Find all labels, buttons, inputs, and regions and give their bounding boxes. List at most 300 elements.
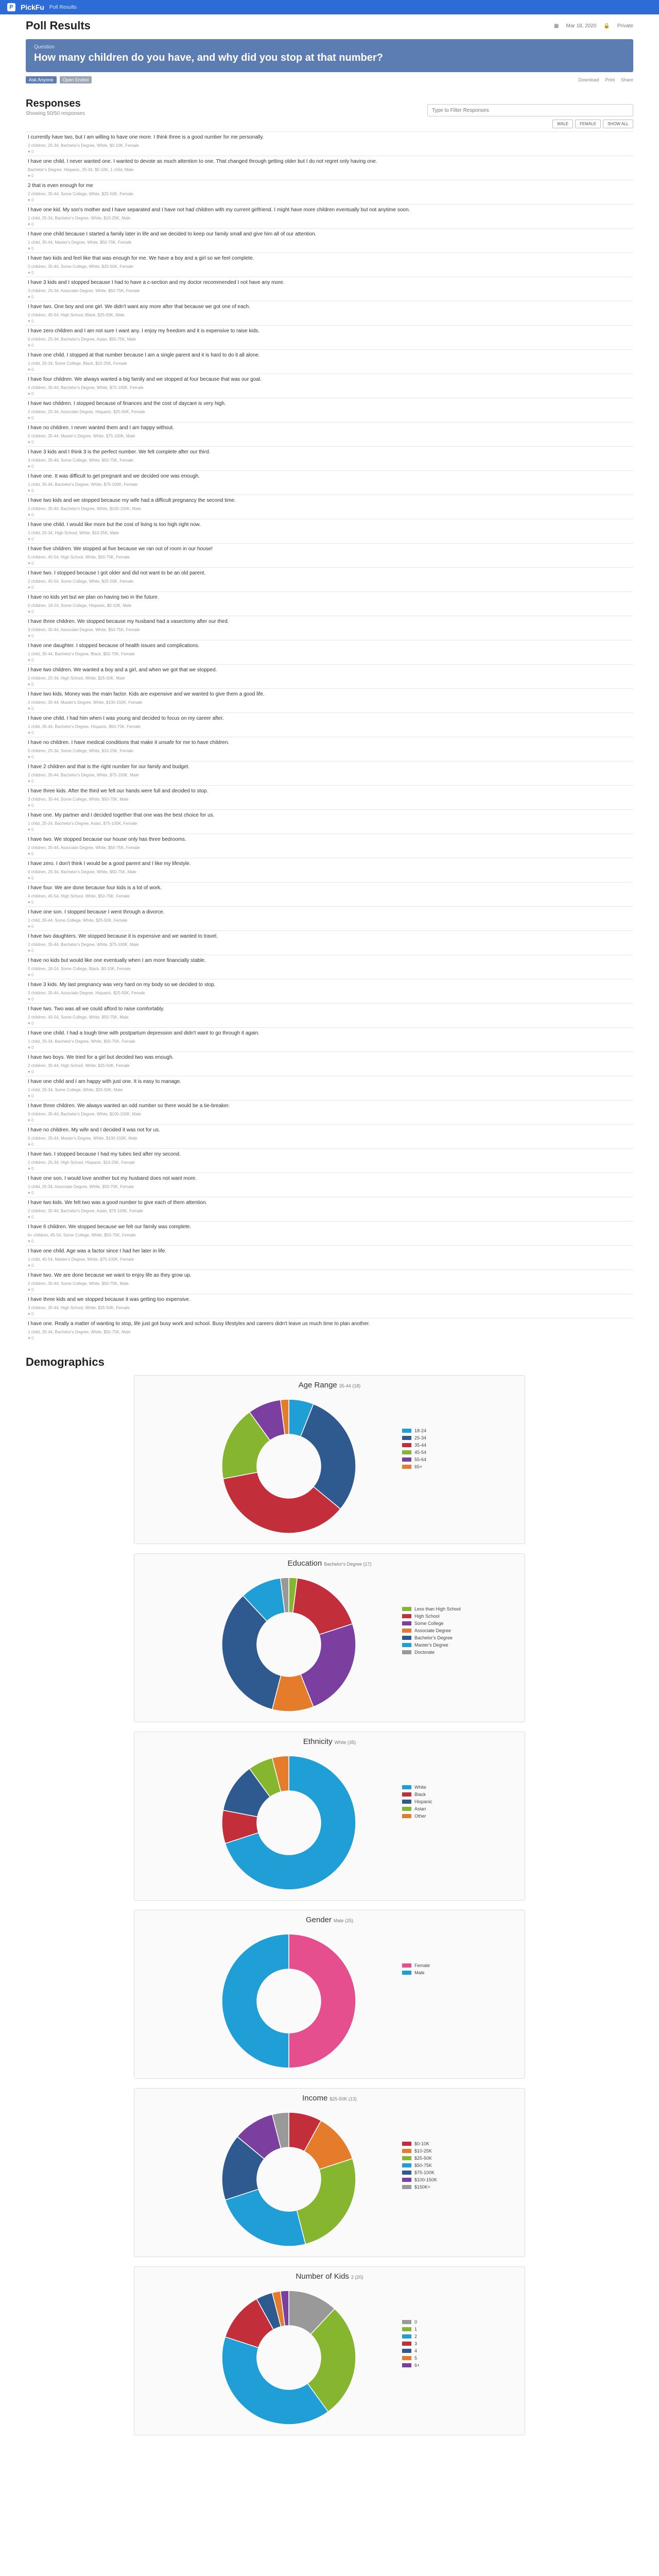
demographics-title: Demographics (26, 1355, 105, 1368)
response-text: 2 that is even enough for me (28, 183, 93, 189)
response-demographics: 0 children, 18-24, Some College, Hispanic, $0-10K, Male (28, 603, 132, 608)
legend-swatch (402, 2363, 411, 2367)
response-text: I have no children. My wife and I decided it was not for us. (28, 1127, 160, 1133)
response-demographics: 3 children, 35-44, Some College, White, $50-75K, Female (28, 458, 133, 463)
like-button[interactable]: ♥ 0 (28, 997, 34, 1002)
response-item (26, 349, 633, 374)
legend-item[interactable] (402, 2183, 510, 2191)
response-text: I have one child. I would like more but the cost of living is too high right now. (28, 522, 201, 528)
like-button[interactable]: ♥ 0 (28, 1118, 34, 1123)
response-text: I have no kids but would like one eventually when I am more financially stable. (28, 958, 206, 963)
legend-label: Asian (414, 1806, 426, 1811)
response-item (26, 858, 633, 882)
like-button[interactable]: ♥ 0 (28, 779, 34, 784)
response-text: I have two. I stopped because I had my tubes tied after my second. (28, 1151, 181, 1157)
legend-swatch (402, 1436, 411, 1440)
legend-item[interactable] (402, 2162, 510, 2169)
response-item (26, 906, 633, 930)
response-demographics: 2 children, 45-54, Some College, White, $50-75K, Male (28, 1015, 129, 1020)
demographic-chart-card (134, 1732, 525, 1901)
legend-label: 65+ (414, 1464, 423, 1469)
like-button[interactable]: ♥ 0 (28, 222, 34, 227)
response-demographics: 0 children, 18-24, Some College, Black, $0-10K, Female (28, 967, 131, 971)
legend-item[interactable] (402, 2155, 510, 2162)
like-button[interactable]: ♥ 0 (28, 731, 34, 735)
response-item (26, 1173, 633, 1197)
pie-slice-female[interactable] (289, 1934, 356, 2068)
pie-slice-high-school[interactable] (293, 1578, 353, 1635)
legend-swatch (402, 1792, 411, 1797)
legend-swatch (402, 2171, 411, 2175)
legend-label: 3 (414, 2341, 418, 2346)
legend-label: Bachelor's Degree (414, 1635, 453, 1640)
legend-label: $0-10K (414, 2141, 430, 2146)
page-title: Poll Results (26, 19, 91, 32)
legend-swatch (402, 2178, 411, 2182)
like-button[interactable]: ♥ 0 (28, 1336, 34, 1341)
response-item (26, 1294, 633, 1318)
like-button[interactable]: ♥ 0 (28, 852, 34, 856)
legend-item[interactable] (402, 1627, 510, 1634)
response-demographics: 2 children, 25-34, High School, White, $25-50K, Male (28, 676, 125, 681)
legend-swatch (402, 1614, 411, 1618)
response-demographics: 5 children, 45-54, High School, White, $50-75K, Female (28, 555, 130, 560)
like-button[interactable]: ♥ 0 (28, 416, 34, 420)
like-button[interactable]: ♥ 0 (28, 973, 34, 977)
like-button[interactable]: ♥ 0 (28, 488, 34, 493)
like-button[interactable]: ♥ 0 (28, 343, 34, 348)
response-item (26, 640, 633, 664)
legend-item[interactable] (402, 1962, 510, 1969)
brand-name[interactable]: PickFu (21, 3, 44, 11)
legend-label: High School (414, 1614, 440, 1619)
response-text: I have one child. I had a tough time with postpartum depression and didn't want to go through it again. (28, 1030, 259, 1036)
like-button[interactable]: ♥ 0 (28, 948, 34, 953)
chart-top-category: 2 (20) (351, 2275, 363, 2280)
like-button[interactable]: ♥ 0 (28, 658, 34, 663)
legend-label: 0 (414, 2319, 418, 2325)
audience-badge: Ask Anyone (26, 76, 57, 83)
legend-label: 4 (414, 2348, 418, 2353)
legend-item[interactable] (402, 1613, 510, 1620)
like-button[interactable]: ♥ 0 (28, 1045, 34, 1050)
like-button[interactable]: ♥ 0 (28, 246, 34, 251)
response-demographics: 2 children, 35-44, Some College, White, $25-50K, Female (28, 192, 133, 196)
like-button[interactable]: ♥ 0 (28, 561, 34, 566)
response-item (26, 955, 633, 979)
response-demographics: 0 children, 35-44, Master's Degree, White, $75-100K, Male (28, 434, 135, 438)
legend-item[interactable] (402, 1791, 510, 1798)
legend-swatch (402, 1629, 411, 1633)
legend-swatch (402, 2149, 411, 2153)
response-text: I have two children. I stopped because of finances and the cost of daycare is very high. (28, 401, 226, 406)
response-text: I have two. Two was all we could afford to raise comfortably. (28, 1006, 165, 1012)
legend-swatch (402, 2156, 411, 2160)
download-button[interactable]: Download (578, 77, 599, 82)
chart-title (134, 2094, 525, 2103)
legend-item[interactable] (402, 2333, 510, 2340)
legend-swatch (402, 2356, 411, 2360)
response-text: I have five children. We stopped at five because we ran out of room in our house! (28, 546, 213, 552)
chart-title-text: Education (287, 1559, 322, 1568)
poll-badges (26, 76, 92, 83)
response-item (26, 664, 633, 688)
response-item (26, 1148, 633, 1173)
like-button[interactable]: ♥ 0 (28, 537, 34, 541)
response-demographics: 2 children, 45-54, High School, Black, $25-50K, Male (28, 313, 125, 317)
response-item (26, 228, 633, 252)
legend-label: $100-150K (414, 2177, 438, 2182)
legend-label: 6+ (414, 2363, 420, 2368)
legend-item[interactable] (402, 1456, 510, 1463)
response-demographics: 1 child, 35-44, Bachelor's Degree, Black, $50-75K, Female (28, 652, 135, 656)
demographic-chart-card (134, 1375, 525, 1544)
legend-swatch (402, 2327, 411, 2331)
legend-swatch (402, 2163, 411, 2167)
legend-item[interactable] (402, 1641, 510, 1649)
legend-item[interactable] (402, 1620, 510, 1627)
legend-item[interactable] (402, 2347, 510, 2354)
chart-title-text: Ethnicity (303, 1737, 333, 1746)
demographic-chart-card (134, 1910, 525, 2079)
response-text: I have two daughters. We stopped because it is expensive and we wanted to travel. (28, 934, 218, 939)
like-button[interactable]: ♥ 0 (28, 706, 34, 711)
legend-label: 5 (414, 2355, 418, 2361)
legend-item[interactable] (402, 2169, 510, 2176)
legend-swatch (402, 2142, 411, 2146)
legend-item[interactable] (402, 1798, 510, 1805)
legend-item[interactable] (402, 1812, 510, 1820)
response-demographics: 1 child, 35-44, Bachelor's Degree, Hispanic, $50-75K, Female (28, 724, 141, 729)
chart-title (134, 1381, 525, 1389)
response-item (26, 325, 633, 349)
like-button[interactable]: ♥ 0 (28, 440, 34, 445)
response-text: I have three kids and we stopped because it was getting too expensive. (28, 1297, 190, 1302)
legend-swatch (402, 1971, 411, 1975)
response-item (26, 713, 633, 737)
legend-item[interactable] (402, 2318, 510, 2326)
response-text: I have two kids. We felt two was a good number to give each of them attention. (28, 1200, 207, 1206)
response-item (26, 737, 633, 761)
legend-swatch (402, 1429, 411, 1433)
legend-swatch (402, 1443, 411, 1447)
legend-item[interactable] (402, 1649, 510, 1656)
demographic-chart-card (134, 1553, 525, 1722)
response-text: I have one. My partner and I decided together that one was the best choice for us. (28, 812, 215, 818)
response-text: I have three children. We always wanted an odd number so there would be a tie-breaker. (28, 1103, 230, 1109)
chart-title (134, 1559, 525, 1568)
legend-swatch (402, 1607, 411, 1611)
response-item (26, 761, 633, 785)
like-button[interactable]: ♥ 0 (28, 876, 34, 880)
response-item (26, 495, 633, 519)
response-demographics: 2 children, 25-34, Bachelor's Degree, White, $0-10K, Female (28, 143, 139, 148)
response-demographics: 1 child, 25-34, Bachelor's Degree, Asian, $75-100K, Female (28, 821, 137, 826)
like-button[interactable]: ♥ 0 (28, 1263, 34, 1268)
legend-item[interactable] (402, 1449, 510, 1456)
legend-item[interactable] (402, 1442, 510, 1449)
chart-title (134, 1916, 525, 1924)
response-demographics: 1 child, 25-34, Some College, Black, $10-25K, Female (28, 361, 127, 366)
pie-slice--25-50k[interactable] (297, 2159, 356, 2244)
brand-tagline: Poll Results (49, 4, 77, 10)
legend-item[interactable] (402, 1634, 510, 1641)
pickfu-logo-icon[interactable]: P (7, 3, 15, 11)
legend-label: Some College (414, 1621, 444, 1626)
legend-label: $25-50K (414, 2156, 432, 2161)
like-button[interactable]: ♥ 0 (28, 270, 34, 275)
response-demographics: 1 child, 25-34, Bachelor's Degree, White, $50-75K, Female (28, 1039, 135, 1044)
response-demographics: 2 children, 35-44, Some College, White, $50-75K, Male (28, 1281, 129, 1286)
legend-label: $75-100K (414, 2170, 435, 2175)
legend-swatch (402, 1621, 411, 1625)
filter-female-button[interactable]: FEMALE (575, 120, 601, 128)
chart-title (134, 2272, 525, 2281)
top-bar (0, 0, 659, 14)
like-button[interactable]: ♥ 0 (28, 149, 34, 154)
response-text: I have one son. I stopped because I went through a divorce. (28, 909, 165, 915)
response-demographics: 3 children, 35-44, Associate Degree, Hispanic, $25-50K, Female (28, 991, 145, 995)
response-demographics: 1 child, 45-54, Master's Degree, White, $75-100K, Female (28, 1257, 134, 1262)
response-text: I have two boys. We tried for a girl but decided two was enough. (28, 1055, 174, 1060)
response-item (26, 131, 633, 156)
response-text: I have one child because I started a family later in life and we decided to keep our family small and give him all of our attention. (28, 231, 317, 237)
response-demographics: 3 children, 35-44, Associate Degree, White, $50-75K, Female (28, 628, 140, 632)
filter-responses-input[interactable] (427, 104, 633, 116)
response-item (26, 1245, 633, 1269)
response-item (26, 1221, 633, 1245)
response-demographics: 0 children, 25-34, Bachelor's Degree, Asian, $50-75K, Male (28, 337, 136, 342)
legend-swatch (402, 1643, 411, 1647)
response-item (26, 277, 633, 301)
legend-swatch (402, 2349, 411, 2353)
legend-label: 2 (414, 2334, 418, 2339)
legend-item[interactable] (402, 2147, 510, 2155)
like-button[interactable]: ♥ 0 (28, 392, 34, 396)
response-item (26, 785, 633, 809)
response-item (26, 1052, 633, 1076)
response-demographics: 0 children, 25-34, Some College, White, $10-25K, Female (28, 749, 133, 753)
legend-label: Doctorate (414, 1650, 435, 1655)
response-demographics: 3 children, 35-44, Bachelor's Degree, White, $100-150K, Male (28, 1112, 141, 1116)
response-demographics: 2 children, 35-44, High School, White, $25-50K, Female (28, 1063, 130, 1068)
action-row (26, 74, 633, 86)
share-button[interactable]: Share (620, 77, 633, 82)
response-demographics: 1 child, 35-44, Master's Degree, White, $50-75K, Female (28, 240, 132, 245)
pie-slice--50-75k[interactable] (225, 2189, 305, 2246)
response-text: I have one. Really a matter of wanting to stop, life just got busy work and school. Busy lifestyles and careers didn't leave us much time to plan another. (28, 1321, 370, 1327)
like-button[interactable]: ♥ 0 (28, 1287, 34, 1292)
response-text: I have 3 kids and I think 3 is the perfect number. We felt complete after our third. (28, 449, 211, 455)
legend-label: 45-54 (414, 1450, 427, 1455)
poll-actions (578, 77, 633, 82)
like-button[interactable]: ♥ 0 (28, 682, 34, 687)
response-demographics: 2 children, 35-44, Associate Degree, White, $50-75K, Female (28, 845, 140, 850)
chart-top-category: Bachelor's Degree (17) (324, 1562, 372, 1567)
response-item (26, 519, 633, 543)
response-item (26, 591, 633, 616)
response-item (26, 1124, 633, 1148)
legend-swatch (402, 2185, 411, 2189)
like-button[interactable]: ♥ 0 (28, 755, 34, 759)
legend-label: 1 (414, 2327, 418, 2332)
response-demographics: 6+ children, 45-54, Some College, White, $50-75K, Female (28, 1233, 136, 1238)
response-demographics: 0 children, 35-44, Master's Degree, White, $100-150K, Male (28, 1136, 137, 1141)
legend-label: 55-64 (414, 1457, 427, 1462)
legend-item[interactable] (402, 2362, 510, 2369)
like-button[interactable]: ♥ 0 (28, 198, 34, 202)
legend-item[interactable] (402, 2340, 510, 2347)
response-text: I have zero children and I am not sure I want any. I enjoy my freedom and it is expensive to raise kids. (28, 328, 260, 334)
like-button[interactable]: ♥ 0 (28, 634, 34, 638)
like-button[interactable]: ♥ 0 (28, 609, 34, 614)
response-item (26, 252, 633, 277)
like-button[interactable]: ♥ 0 (28, 803, 34, 808)
response-item (26, 398, 633, 422)
like-button[interactable]: ♥ 0 (28, 1166, 34, 1171)
response-item (26, 180, 633, 204)
response-item (26, 567, 633, 591)
response-item (26, 1318, 633, 1342)
legend-swatch (402, 2342, 411, 2346)
chart-top-category: Male (25) (334, 1918, 354, 1923)
response-item (26, 422, 633, 446)
like-button[interactable]: ♥ 0 (28, 827, 34, 832)
legend-item[interactable] (402, 1605, 510, 1613)
response-demographics: 2 children, 35-44, Bachelor's Degree, White, $75-100K, Male (28, 773, 139, 777)
response-text: I have one child. I had him when I was young and decided to focus on my career after. (28, 716, 224, 721)
page-header (26, 14, 633, 37)
like-button[interactable]: ♥ 0 (28, 1215, 34, 1219)
legend-item[interactable] (402, 1969, 510, 1976)
legend-item[interactable] (402, 1805, 510, 1812)
response-demographics: 1 child, 25-34, Some College, White, $25-50K, Male (28, 1088, 123, 1092)
legend-label: Associate Degree (414, 1628, 452, 1633)
like-button[interactable]: ♥ 0 (28, 1191, 34, 1195)
legend-label: White (414, 1785, 427, 1790)
calendar-icon: ▦ (554, 23, 559, 29)
responses-count: Showing 50/50 responses (26, 111, 85, 116)
legend-swatch (402, 1963, 411, 1968)
demographic-chart-card (134, 2266, 525, 2435)
donut-chart (217, 1751, 361, 1895)
response-item (26, 930, 633, 955)
legend-label: Less than High School (414, 1606, 461, 1612)
response-text: I have no children. I have medical conditions that make it unsafe for me to have children. (28, 740, 230, 745)
response-demographics: 1 child, 35-44, Bachelor's Degree, White, $75-100K, Female (28, 482, 138, 487)
response-text: I have one daughter. I stopped because of health issues and complications. (28, 643, 200, 649)
legend-label: $10-25K (414, 2148, 432, 2154)
response-text: I have two kids and we stopped because my wife had a difficult pregnancy the second time. (28, 498, 236, 503)
like-button[interactable]: ♥ 0 (28, 1094, 34, 1098)
filter-male-button[interactable]: MALE (552, 120, 573, 128)
response-item (26, 1197, 633, 1221)
response-demographics: 1 child, 25-34, Associate Degree, White, $50-75K, Female (28, 1184, 134, 1189)
response-demographics: 2 children, 25-34, High School, Hispanic, $10-25K, Female (28, 1160, 135, 1165)
legend-swatch (402, 1800, 411, 1804)
legend-swatch (402, 1785, 411, 1789)
type-badge: Open Ended (60, 76, 92, 83)
response-item (26, 470, 633, 495)
like-button[interactable]: ♥ 0 (28, 174, 34, 178)
response-item (26, 374, 633, 398)
chart-top-category: $25-50K (13) (330, 2096, 357, 2102)
like-button[interactable]: ♥ 0 (28, 513, 34, 517)
like-button[interactable]: ♥ 0 (28, 1312, 34, 1316)
response-item (26, 1027, 633, 1052)
header-meta (554, 23, 633, 29)
like-button[interactable]: ♥ 0 (28, 900, 34, 905)
legend-item[interactable] (402, 2176, 510, 2183)
response-demographics: 2 children, 45-54, Some College, White, $25-50K, Female (28, 579, 133, 584)
privacy-status: Private (617, 23, 633, 29)
chart-title-text: Income (302, 2094, 328, 2103)
legend-label: Hispanic (414, 1799, 432, 1804)
response-item (26, 543, 633, 567)
like-button[interactable]: ♥ 0 (28, 367, 34, 372)
response-demographics: 3 children, 25-34, Associate Degree, White, $50-75K, Female (28, 289, 140, 293)
like-button[interactable]: ♥ 0 (28, 295, 34, 299)
response-demographics: 3 children, 35-44, High School, White, $25-50K, Female (28, 1306, 130, 1310)
legend-swatch (402, 1458, 411, 1462)
filter-show-all-button[interactable]: SHOW ALL (603, 120, 633, 128)
pie-slice-male[interactable] (222, 1934, 289, 2068)
like-button[interactable]: ♥ 0 (28, 1070, 34, 1074)
response-text: I have two kids and feel like that was enough for me. We have a boy and a girl so we feel complete. (28, 256, 254, 261)
like-button[interactable]: ♥ 0 (28, 1239, 34, 1244)
response-demographics: 1 child, 35-44, Some College, White, $25-50K, Female (28, 918, 128, 923)
response-text: I have zero. I don't think I would be a good parent and I like my lifestyle. (28, 861, 191, 867)
response-item (26, 834, 633, 858)
legend-item[interactable] (402, 2326, 510, 2333)
legend-item[interactable] (402, 1784, 510, 1791)
legend-swatch (402, 2320, 411, 2324)
donut-chart (217, 1572, 361, 1717)
chart-legend (402, 1605, 510, 1656)
legend-item[interactable] (402, 2140, 510, 2147)
response-text: I have two. One boy and one girl. We didn't want any more after that because we got one of each. (28, 304, 250, 310)
response-demographics: 2 children, 25-34, Associate Degree, Hispanic, $25-50K, Female (28, 410, 145, 414)
legend-item[interactable] (402, 2354, 510, 2362)
legend-label: 18-24 (414, 1428, 427, 1433)
response-text: I have three children. We stopped because my husband had a vasectomy after our third. (28, 619, 229, 624)
chart-top-category: 35-44 (18) (339, 1383, 361, 1388)
chart-title (134, 1737, 525, 1746)
response-demographics: 2 children, 35-44, Some College, White, $25-50K, Female (28, 264, 133, 269)
legend-item[interactable] (402, 1434, 510, 1442)
like-button[interactable]: ♥ 0 (28, 924, 34, 929)
like-button[interactable]: ♥ 0 (28, 1021, 34, 1026)
legend-item[interactable] (402, 1427, 510, 1434)
response-item (26, 301, 633, 325)
response-item (26, 1100, 633, 1124)
responses-title: Responses (26, 98, 81, 109)
gender-filter-buttons (26, 120, 633, 128)
response-text: I have 6 children. We stopped because we felt our family was complete. (28, 1224, 192, 1230)
print-button[interactable]: Print (605, 77, 615, 82)
response-text: I have three kids. After the third we felt our hands were full and decided to stop. (28, 788, 209, 794)
response-demographics: 2 children, 35-44, Bachelor's Degree, Asian, $75-100K, Female (28, 1209, 143, 1213)
chart-title-text: Gender (305, 1916, 332, 1924)
like-button[interactable]: ♥ 0 (28, 319, 34, 324)
like-button[interactable]: ♥ 0 (28, 464, 34, 469)
like-button[interactable]: ♥ 0 (28, 585, 34, 590)
chart-title-text: Age Range (298, 1381, 337, 1389)
response-item (26, 204, 633, 228)
response-demographics: 4 children, 45-54, High School, White, $50-75K, Female (28, 894, 130, 899)
like-button[interactable]: ♥ 0 (28, 1142, 34, 1147)
legend-item[interactable] (402, 1463, 510, 1470)
